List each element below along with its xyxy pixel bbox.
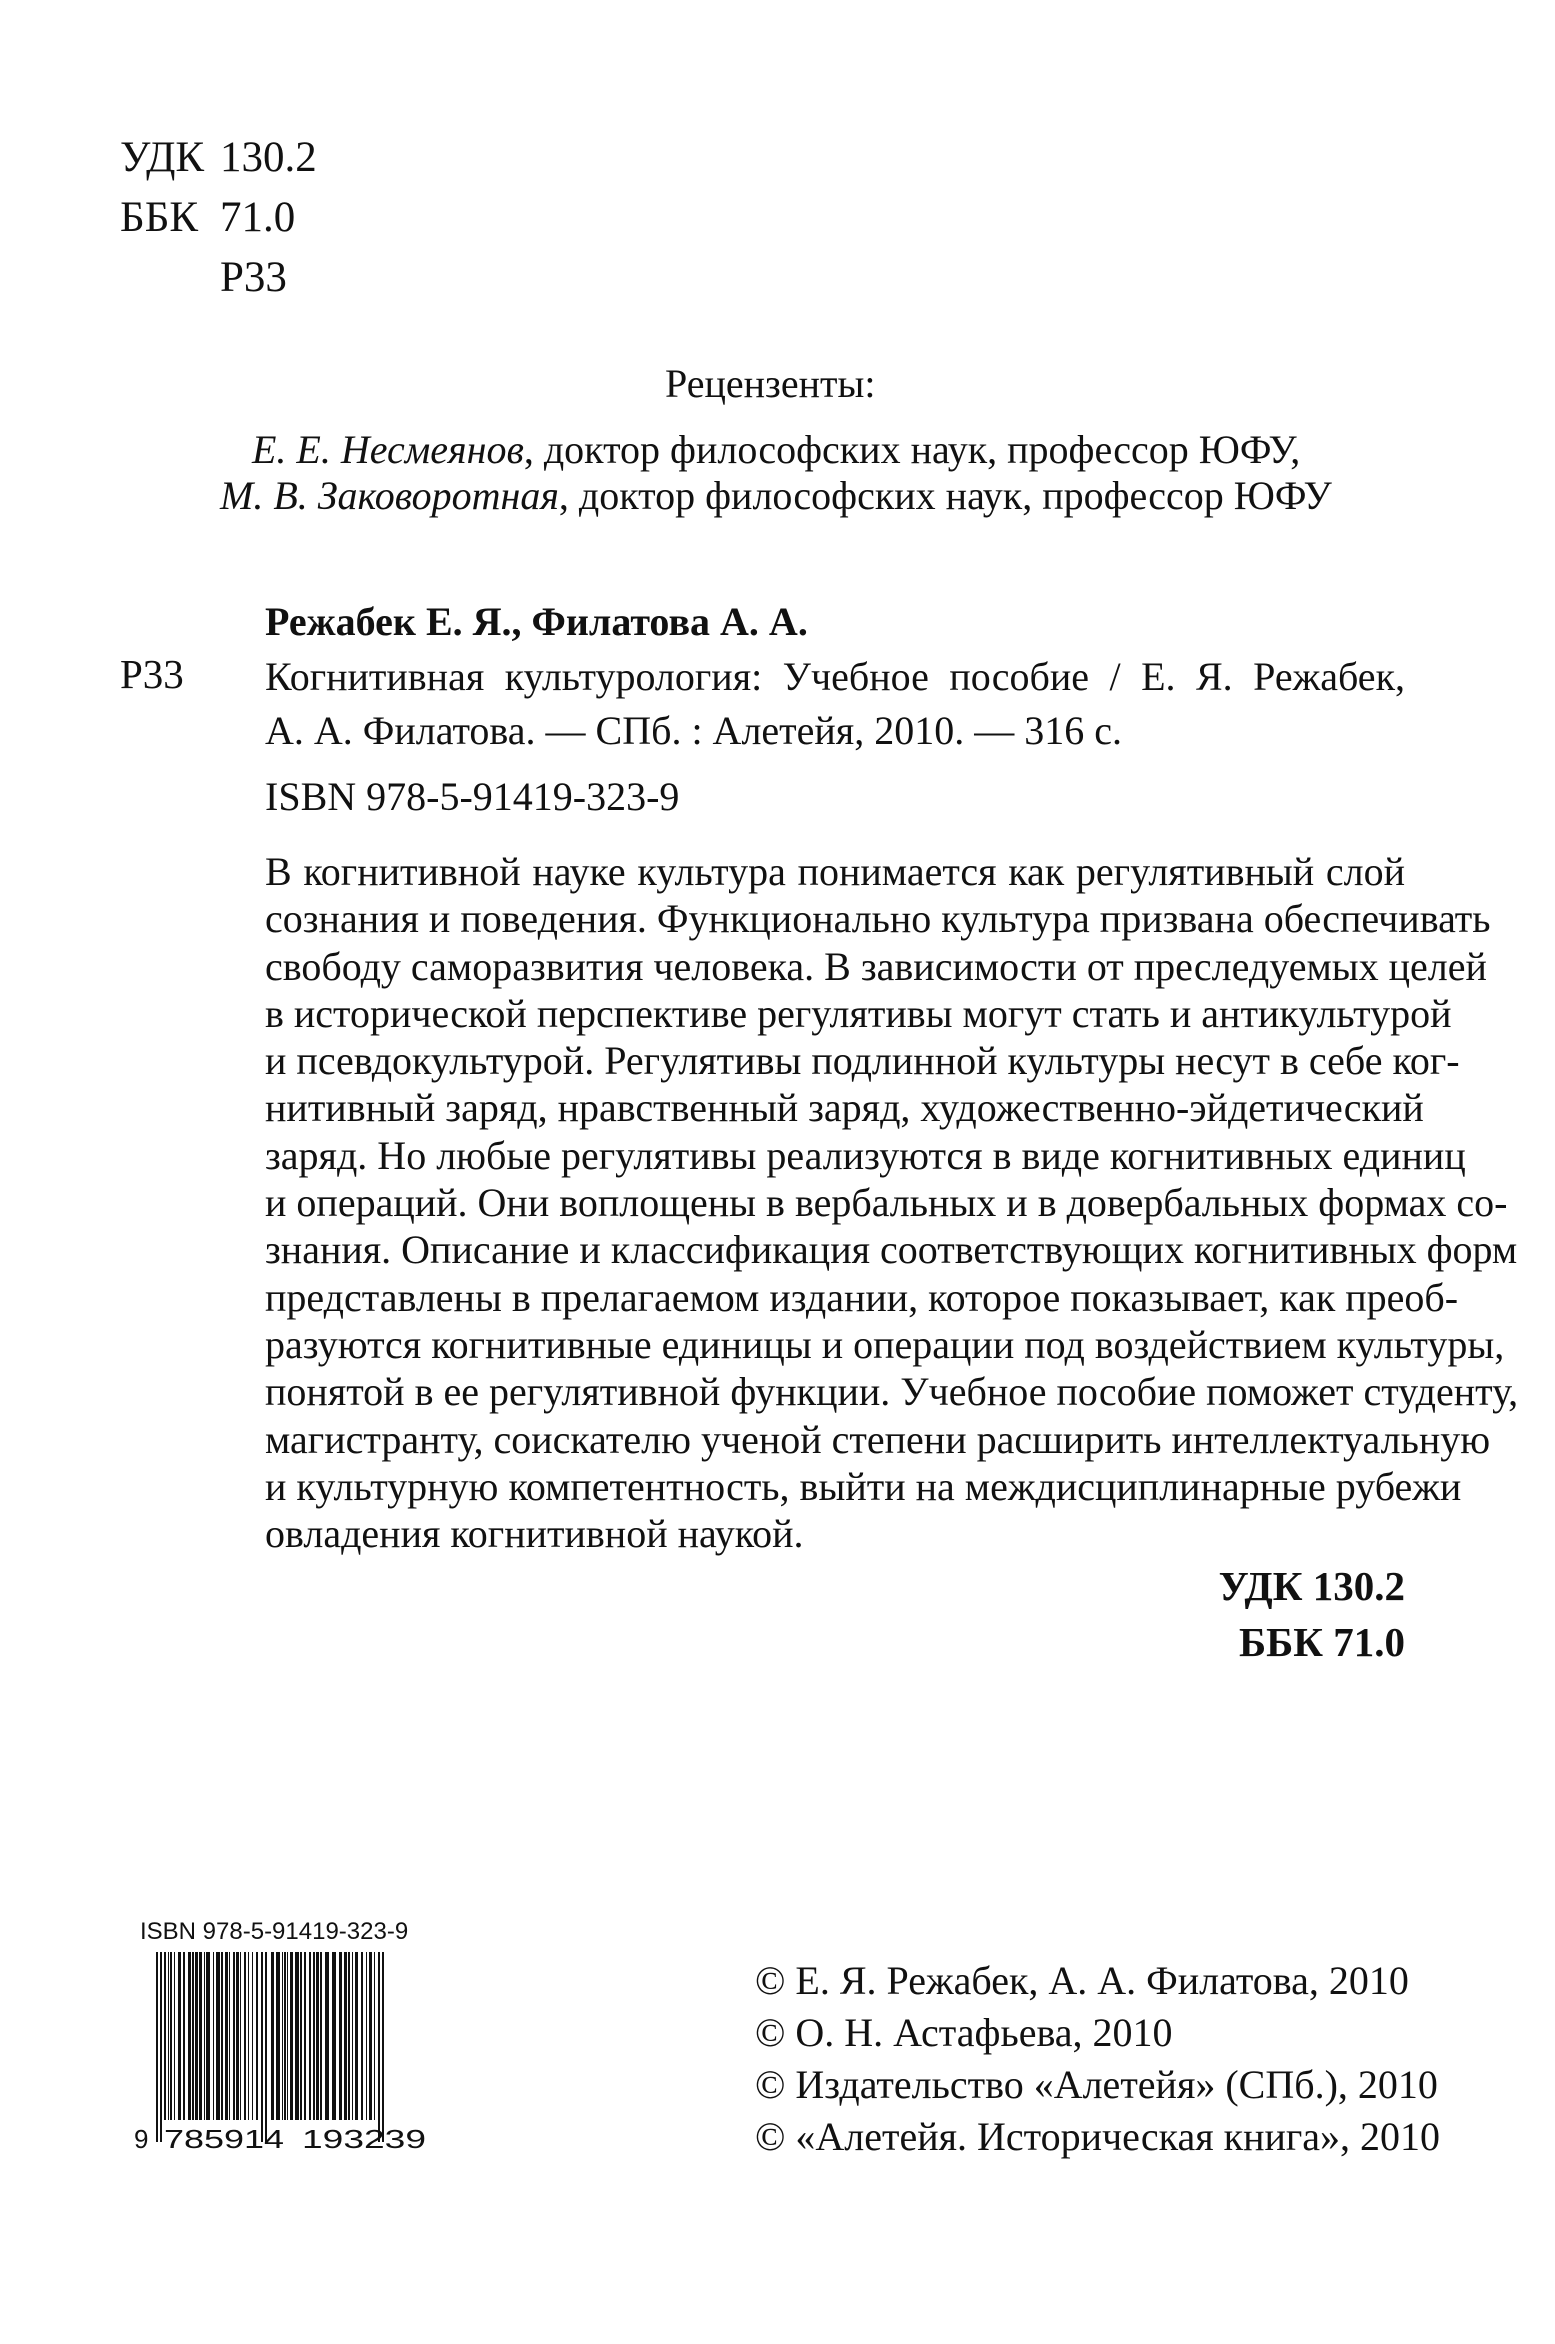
barcode-icon — [130, 1948, 460, 2158]
barcode-bar — [244, 1952, 246, 2120]
barcode-bar — [344, 1952, 347, 2120]
barcode-bar — [352, 1952, 353, 2120]
barcode-bar — [192, 1952, 194, 2120]
barcode-bar — [300, 1952, 302, 2120]
barcode-bar — [309, 1952, 311, 2120]
barcode-bar — [348, 1952, 350, 2120]
barcode-bar — [271, 1952, 274, 2120]
abstract-line: и псевдокультурой. Регулятивы подлинной культуры несут в себе ког- — [265, 1038, 1460, 1084]
barcode-bar — [355, 1952, 358, 2120]
barcode-bar — [174, 1952, 175, 2120]
barcode-bar — [248, 1952, 249, 2120]
barcode-bar — [287, 1952, 288, 2120]
abstract-line: и культурную компетентность, выйти на междисциплинарные рубежи — [265, 1463, 1462, 1509]
barcode-bar — [265, 1952, 267, 2142]
barcode-digits-left: 785914 — [164, 2124, 284, 2154]
abstract-line: В когнитивной науке культура понимается как регулятивный слой — [265, 849, 1405, 894]
reviewer-2-info: , доктор философских наук, профессор ЮФУ — [558, 473, 1332, 518]
reviewer-1-name: Е. Е. Несмеянов — [252, 427, 524, 472]
barcode-bar — [216, 1952, 220, 2120]
barcode-bar — [240, 1952, 241, 2120]
barcode-bar — [160, 1952, 162, 2142]
barcode-digits-right: 193239 — [302, 2124, 426, 2154]
barcode-bar — [195, 1952, 198, 2120]
abstract-line: понятой в ее регулятивной функции. Учебное пособие поможет студенту, — [265, 1369, 1519, 1415]
udc-label: УДК — [120, 134, 205, 181]
barcode-bar — [156, 1952, 158, 2142]
classification-codes — [120, 128, 317, 308]
reviewer-1 — [252, 426, 1300, 473]
barcode-digit-first: 9 — [134, 2124, 149, 2154]
barcode-bar — [320, 1952, 322, 2120]
barcode-bar — [229, 1952, 230, 2120]
copyright-line: © О. Н. Астафьева, 2010 — [755, 2010, 1173, 2055]
udc-value: 130.2 — [220, 134, 317, 181]
reviewer-2 — [220, 472, 1332, 519]
barcode-bar — [374, 1952, 375, 2120]
final-bbk: ББК 71.0 — [1239, 1619, 1405, 1665]
barcode-bar — [276, 1952, 280, 2120]
barcode-bar — [225, 1952, 228, 2120]
bibliography-line-2: А. А. Филатова. — СПб. : Алетейя, 2010. — 316 с. — [265, 708, 1122, 753]
reviewer-2-name: М. В. Заковоротная — [220, 473, 559, 518]
bbk-line — [120, 188, 317, 248]
reviewer-1-info: , доктор философских наук, профессор ЮФУ, — [523, 427, 1301, 472]
barcode-bar — [256, 1952, 258, 2120]
abstract-line: овладения когнитивной наукой. — [265, 1511, 804, 1557]
copyright-line: © «Алетейя. Историческая книга», 2010 — [755, 2114, 1441, 2159]
abstract-line: нитивный заряд, нравственный заряд, художественно-эйдетический — [265, 1085, 1424, 1131]
abstract-line: и операций. Они воплощены в вербальных и в довербальных формах со- — [265, 1180, 1508, 1226]
abstract-line: знания. Описание и классификация соответствующих когнитивных форм — [265, 1227, 1518, 1273]
barcode-bar — [369, 1952, 372, 2120]
barcode-bar — [313, 1952, 315, 2120]
barcode-bar — [206, 1952, 210, 2120]
barcode-bar — [178, 1952, 181, 2120]
barcode-bar — [284, 1952, 286, 2120]
barcode-bar — [204, 1952, 205, 2120]
abstract-line: в исторической перспективе регулятивы могут стать и антикультурой — [265, 990, 1452, 1036]
bbk-label: ББК — [120, 194, 199, 241]
barcode-bar — [213, 1952, 214, 2120]
barcode-bar — [188, 1952, 191, 2120]
barcode-bar — [332, 1952, 336, 2120]
barcode-bar — [295, 1952, 299, 2120]
barcode-bar — [361, 1952, 363, 2120]
abstract-line: разуются когнитивные единицы и операции под воздействием культуры, — [265, 1321, 1505, 1367]
abstract-line: магистранту, соискателю ученой степени расширить интеллектуальную — [265, 1416, 1491, 1462]
barcode-bar — [261, 1952, 263, 2142]
barcode-bar — [290, 1952, 293, 2120]
bibliography-line-1: Когнитивная культурология: Учебное пособие / Е. Я. Режабек, — [265, 654, 1405, 699]
abstract-line: сознания и поведения. Функционально культура призвана обеспечивать — [265, 896, 1491, 942]
final-classification — [1219, 1558, 1405, 1670]
bibliography-code: Р33 — [120, 651, 184, 697]
barcode-bar — [168, 1952, 169, 2120]
barcode-bar — [382, 1952, 384, 2142]
udc-line — [120, 128, 317, 188]
author-mark-value: Р33 — [220, 254, 287, 301]
barcode-bar — [233, 1952, 235, 2120]
barcode-bar — [221, 1952, 223, 2120]
copyright-list — [755, 1955, 1440, 2163]
copyright-line: © Издательство «Алетейя» (СПб.), 2010 — [755, 2062, 1438, 2107]
barcode-bar — [366, 1952, 367, 2120]
barcode-block — [130, 1918, 460, 2158]
barcode-bar — [378, 1952, 380, 2142]
bibliography-isbn: ISBN 978-5-91419-323-9 — [265, 774, 680, 819]
barcode-bar — [236, 1952, 239, 2120]
barcode-bar — [339, 1952, 342, 2120]
barcode-bar — [252, 1952, 253, 2120]
barcode-isbn-label: ISBN 978-5-91419-323-9 — [140, 1918, 409, 1945]
abstract-line: свободу саморазвития человека. В зависимости от преследуемых целей — [265, 943, 1487, 989]
copyright-line: © Е. Я. Режабек, А. А. Филатова, 2010 — [755, 1958, 1409, 2003]
authors-heading: Режабек Е. Я., Филатова А. А. — [265, 599, 808, 644]
bibliography-entry — [265, 650, 1405, 824]
barcode-bar — [183, 1952, 185, 2120]
reviewers-title: Рецензенты: — [665, 361, 876, 406]
final-udc: УДК 130.2 — [1218, 1563, 1405, 1609]
barcode-bar — [304, 1952, 306, 2120]
barcode-bar — [164, 1952, 166, 2120]
abstract-line: заряд. Но любые регулятивы реализуются в виде когнитивных единиц — [265, 1132, 1466, 1178]
author-mark-line — [120, 248, 317, 308]
barcode-bar — [199, 1952, 202, 2120]
barcode-bar — [316, 1952, 319, 2120]
abstract — [265, 848, 1519, 1557]
barcode-bar — [170, 1952, 172, 2120]
abstract-line: представлены в прелагаемом издании, которое показывает, как преоб- — [265, 1274, 1459, 1320]
bbk-value: 71.0 — [220, 194, 296, 241]
barcode-bar — [282, 1952, 283, 2120]
barcode-bar — [325, 1952, 329, 2120]
